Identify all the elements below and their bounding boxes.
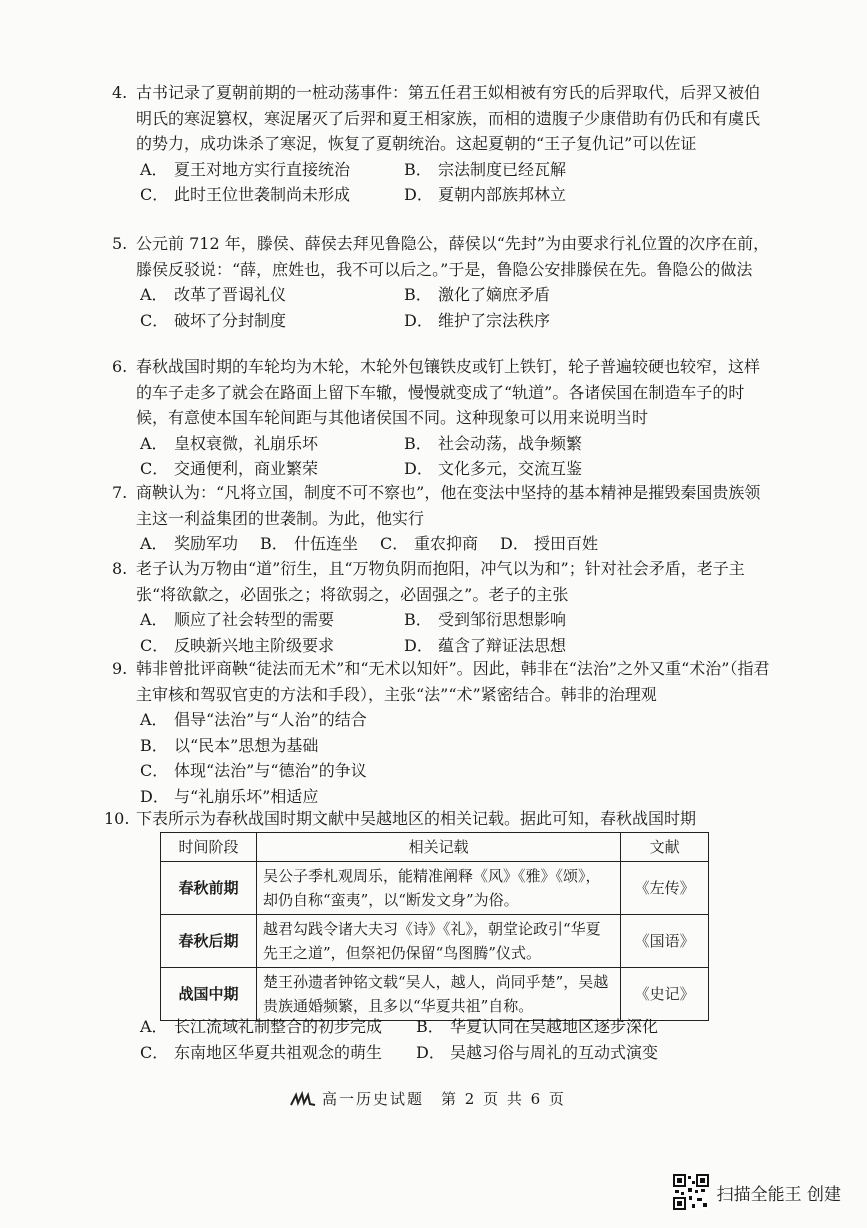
table-header-row [161, 833, 709, 862]
options [112, 1014, 772, 1065]
option-d[interactable]: D． 维护了宗法秩序 [404, 310, 551, 330]
option-a[interactable]: A． 夏王对地方实行直接统治 [140, 159, 351, 179]
scanner-watermark [673, 1174, 841, 1210]
option-a[interactable]: A． 倡导“法治”与“人治”的结合 [140, 710, 367, 729]
cell-source: 《左传》 [621, 862, 709, 915]
cell-record: 楚王孙遗者钟铭文载“吴人，越人，尚同乎楚”，吴越贵族通婚频繁，且多以“华夏共祖”自称。 [256, 968, 620, 1021]
option-a[interactable]: A． 顺应了社会转型的需要 [140, 610, 335, 629]
option-c[interactable]: C． 东南地区华夏共祖观念的萌生 [140, 1042, 383, 1062]
question-number: 6. [112, 357, 128, 376]
footer-text: 高一历史试题 第 2 页 共 6 页 [322, 1090, 566, 1108]
question-stem: 古书记录了夏朝前期的一桩动荡事件：第五任君王姒相被有穷氏的后羿取代，后羿又被伯明氏的寒浞篡权，寒浞屠灭了后羿和夏王相家族，而相的遗腹子少康借助有仍氏和有虞氏的势力，成功诛杀了寒浞，恢复了夏朝统治。这起夏朝的“王子复仇记”可以佐证 [136, 83, 761, 153]
records-table [160, 832, 709, 1021]
option-b[interactable]: B． 宗法制度已经瓦解 [404, 159, 567, 179]
cell-period: 春秋前期 [161, 862, 257, 915]
options [112, 531, 772, 557]
option-d[interactable]: D． 吴越习俗与周礼的互动式演变 [416, 1042, 659, 1062]
column-header: 相关记载 [256, 833, 620, 862]
option-d[interactable]: D． 文化多元，交流互鉴 [404, 459, 583, 478]
option-a[interactable]: A． 改革了晋谒礼仪 [140, 285, 287, 304]
option-d[interactable]: D． 夏朝内部族邦林立 [404, 185, 567, 204]
question-7 [112, 480, 772, 557]
option-c[interactable]: C． 交通便利，商业繁荣 [140, 459, 319, 478]
option-c[interactable]: C． 反映新兴地主阶级要求 [140, 635, 335, 655]
option-b[interactable]: B． 华夏认同在吴越地区逐步深化 [416, 1017, 659, 1036]
column-header: 文献 [621, 833, 709, 862]
option-c[interactable]: C． 体现“法治”与“德治”的争议 [140, 761, 367, 780]
cell-period: 春秋后期 [161, 915, 257, 968]
question-number: 4. [112, 83, 128, 102]
table-row [161, 915, 709, 968]
table-row [161, 862, 709, 915]
options [112, 157, 772, 208]
qr-code-icon [673, 1174, 709, 1210]
question-4 [112, 80, 772, 208]
question-8 [112, 556, 772, 658]
option-a[interactable]: A． 皇权衰微，礼崩乐坏 [140, 433, 319, 453]
cell-record: 越君勾践令诸大夫习《诗》《礼》，朝堂论政引“华夏先王之道”，但祭祀仍保留“鸟图腾”仪式。 [256, 915, 620, 968]
column-header: 时间阶段 [161, 833, 257, 862]
option-a[interactable]: A． 长江流域礼制整合的初步完成 [140, 1017, 383, 1036]
question-9 [112, 656, 772, 809]
table-row [161, 968, 709, 1021]
question-number: 5. [112, 234, 128, 253]
question-number: 8. [112, 559, 128, 578]
page-footer [290, 1088, 566, 1109]
option-b[interactable]: B． 以“民本”思想为基础 [140, 735, 319, 755]
cell-source: 《史记》 [621, 968, 709, 1021]
question-stem: 春秋战国时期的车轮均为木轮，木轮外包镶铁皮或钉上铁钉，轮子普遍较硬也较窄，这样的车子走多了就会在路面上留下车辙，慢慢就变成了“轨道”。各诸侯国在制造车子的时候，有意使本国车轮间距与其他诸侯国不同。这种现象可以用来说明当时 [136, 357, 761, 427]
watermark-text: 扫描全能王 创建 [716, 1184, 841, 1205]
option-c[interactable]: C． 重农抑商 [380, 534, 479, 553]
question-stem: 公元前 712 年，滕侯、薛侯去拜见鲁隐公，薛侯以“先封”为由要求行礼位置的次序在前，滕侯反驳说：“薛，庶姓也，我不可以后之。”于是，鲁隐公安排滕侯在先。鲁隐公的做法 [136, 234, 770, 279]
question-5 [112, 231, 772, 333]
question-6 [112, 354, 772, 482]
scribble-mark-icon [290, 1091, 316, 1107]
option-d[interactable]: D． 授田百姓 [500, 534, 599, 553]
question-stem: 老子认为万物由“道”衍生，且“万物负阴而抱阳，冲气以为和”；针对社会矛盾，老子主张“将欲歙之，必固张之；将欲弱之，必固强之”。老子的主张 [136, 559, 745, 604]
question-stem: 下表所示为春秋战国时期文献中吴越地区的相关记载。据此可知，春秋战国时期 [136, 809, 697, 828]
options [112, 707, 772, 809]
option-b[interactable]: B． 什伍连坐 [260, 534, 359, 553]
cell-period: 战国中期 [161, 968, 257, 1021]
option-c[interactable]: C． 破坏了分封制度 [140, 310, 287, 330]
question-number: 10. [104, 809, 130, 828]
question-number: 7. [112, 483, 128, 502]
question-number: 9. [112, 659, 128, 678]
option-a[interactable]: A． 奖励军功 [140, 534, 239, 553]
options [112, 282, 772, 333]
question-stem: 韩非曾批评商鞅“徒法而无术”和“无术以知奸”。因此，韩非在“法治”之外又重“术治”（指君主审核和驾驭官吏的方法和手段），主张“法”“术”紧密结合。韩非的治理观 [136, 659, 770, 704]
cell-record: 吴公子季札观周乐，能精准阐释《风》《雅》《颂》，却仍自称“蛮夷”，以“断发文身”为俗。 [256, 862, 620, 915]
question-10-options [112, 1014, 772, 1065]
option-b[interactable]: B． 社会动荡，战争频繁 [404, 433, 583, 453]
question-10 [104, 806, 772, 832]
option-d[interactable]: D． 蕴含了辩证法思想 [404, 635, 567, 655]
cell-source: 《国语》 [621, 915, 709, 968]
question-stem: 商鞅认为：“凡将立国，制度不可不察也”，他在变法中坚持的基本精神是摧毁秦国贵族领主这一利益集团的世袭制。为此，他实行 [136, 483, 761, 528]
option-b[interactable]: B． 受到邹衍思想影响 [404, 610, 567, 629]
option-b[interactable]: B． 激化了嫡庶矛盾 [404, 285, 551, 304]
options [112, 607, 772, 658]
option-d[interactable]: D． 与“礼崩乐坏”相适应 [140, 786, 319, 806]
option-c[interactable]: C． 此时王位世袭制尚未形成 [140, 185, 351, 204]
options [112, 431, 772, 482]
